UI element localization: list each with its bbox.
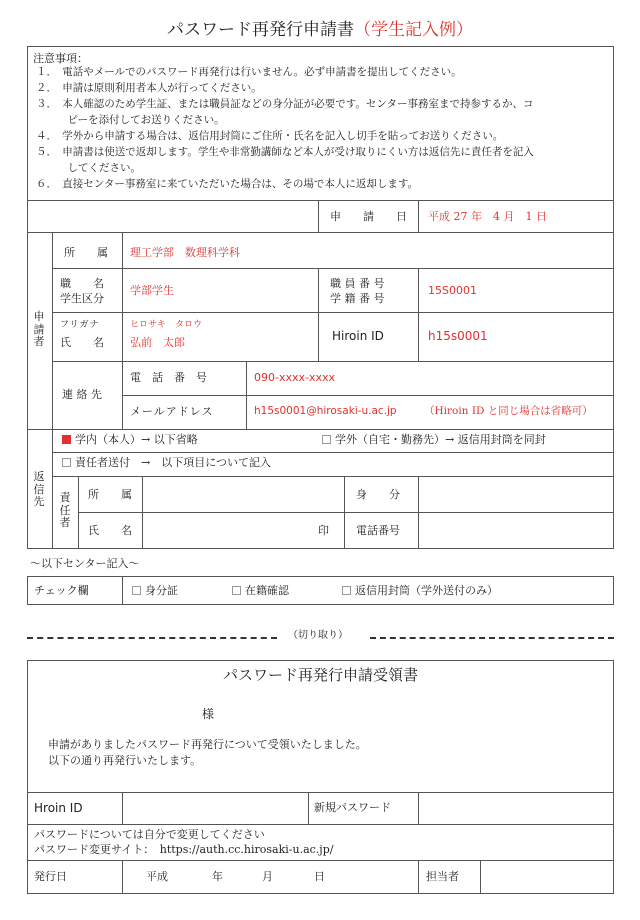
name-label: 氏 名: [60, 336, 104, 349]
check-item-id-label: 身分証: [145, 584, 178, 597]
student-no-label: 学 籍 番 号: [330, 292, 385, 305]
check-label: チェック欄: [34, 584, 89, 597]
return-option-manager[interactable]: [62, 456, 271, 469]
check-item-id[interactable]: [132, 584, 178, 597]
job-label-1: 職 名: [60, 277, 104, 290]
vertical-char: 申: [33, 310, 45, 323]
phone-value[interactable]: 090-xxxx-xxxx: [254, 371, 336, 384]
vertical-char: 者: [59, 516, 71, 530]
note-line: ２． 申請は原則利用者本人が行ってください。: [36, 82, 262, 94]
cut-line-right: [370, 637, 614, 639]
hiroin-id-label: Hiroin ID: [332, 329, 384, 343]
check-item-envelope[interactable]: [342, 584, 498, 597]
manager-section-text: [58, 492, 72, 530]
return-option-external-label: 学外（自宅・勤務先）→ 返信用封筒を同封: [335, 433, 546, 446]
manager-phone-label: 電話番号: [356, 524, 400, 537]
vertical-char: 任: [59, 503, 71, 517]
vertical-char: 先: [33, 495, 45, 509]
checkbox-icon[interactable]: [342, 586, 351, 595]
issue-era: 平成: [146, 870, 168, 883]
contact-label: 連 絡 先: [62, 388, 102, 401]
page-title: [0, 20, 640, 40]
manager-affiliation-label: 所 属: [88, 488, 132, 501]
staff-no-label: 職 員 番 号: [330, 277, 385, 290]
email-note: （Hiroin ID と同じ場合は省略可）: [424, 405, 593, 417]
issue-day: 日: [314, 870, 325, 883]
checkbox-icon[interactable]: [132, 586, 141, 595]
cut-label: （切り取り）: [288, 630, 348, 641]
return-option-internal[interactable]: [62, 433, 198, 446]
furigana-value[interactable]: ヒロサキ タロウ: [130, 320, 203, 330]
check-item-enrollment[interactable]: [232, 584, 289, 597]
center-heading: ～以下センター記入～: [30, 557, 140, 570]
email-value[interactable]: h15s0001@hirosaki-u.ac.jp: [254, 405, 397, 417]
date-value[interactable]: 平成 27 年 4 月 1 日: [428, 210, 547, 223]
hiroin-id-value[interactable]: h15s0001: [428, 329, 488, 343]
checkbox-icon[interactable]: [232, 586, 241, 595]
title-suffix: （学生記入例）: [354, 20, 473, 40]
name-value[interactable]: 弘前 太郎: [130, 336, 185, 349]
receipt-box: [27, 660, 614, 894]
cut-line-left: [27, 637, 277, 639]
affiliation-label: 所 属: [64, 246, 108, 259]
date-label: 申 請 日: [330, 210, 407, 223]
manager-seal: 印: [318, 524, 329, 537]
return-section-text: [32, 471, 46, 509]
job-label-2: 学生区分: [60, 292, 104, 305]
note-line: １． 電話やメールでのパスワード再発行は行いません。必ず申請書を提出してください。: [36, 66, 462, 78]
issue-year: 年: [212, 870, 223, 883]
receipt-note-1: パスワードについては自分で変更してください: [34, 828, 265, 841]
receipt-new-password-label: 新規パスワード: [314, 801, 391, 814]
check-item-envelope-label: 返信用封筒（学外送付のみ）: [355, 584, 498, 597]
return-option-external[interactable]: [322, 433, 546, 446]
manager-position-label: 身 分: [356, 488, 400, 501]
vertical-char: 返: [33, 470, 45, 483]
issue-date-label: 発行日: [34, 870, 67, 883]
receipt-id-label: Hroin ID: [34, 801, 83, 815]
affiliation-value[interactable]: 理工学部 数理科学科: [130, 246, 240, 259]
vertical-char: 請: [33, 322, 45, 336]
receipt-note-2[interactable]: パスワード変更サイト： https://auth.cc.hirosaki-u.ac.jp/: [34, 843, 334, 856]
applicant-section-label: [32, 311, 46, 349]
manager-section-label: [58, 492, 72, 530]
vertical-char: 者: [33, 335, 45, 349]
receipt-message-2: 以下の通り再発行いたします。: [48, 754, 202, 767]
title-main: パスワード再発行申請書: [167, 20, 354, 40]
return-option-internal-label: 学内（本人）→ 以下省略: [75, 433, 198, 446]
receipt-title: パスワード再発行申請受領書: [222, 666, 418, 684]
return-option-manager-label: 責任者送付 → 以下項目について記入: [75, 456, 271, 469]
applicant-section-text: [32, 311, 46, 349]
issue-month: 月: [262, 870, 273, 883]
notes-heading: 注意事項：: [33, 52, 88, 65]
email-label: メールアドレス: [130, 405, 214, 418]
receipt-message-1: 申請がありましたパスワード再発行について受領いたしました。: [48, 738, 367, 751]
note-line: ６． 直接センター事務室に来ていただいた場合は、その場で本人に返却します。: [36, 178, 418, 190]
checkbox-checked-icon[interactable]: [62, 435, 71, 444]
furigana-label: フリガナ: [60, 320, 100, 330]
check-box: [27, 576, 614, 605]
student-no-value[interactable]: 15S0001: [428, 284, 477, 297]
note-line: ４． 学外から申請する場合は、返信用封筒にご住所・氏名を記入し切手を貼ってお送りください。: [36, 130, 504, 142]
manager-name-label: 氏 名: [88, 524, 132, 537]
return-section-label: [32, 471, 46, 509]
receipt-honorific: 様: [202, 707, 215, 721]
note-line: ５． 申請書は使送で返却します。学生や非常勤講師など本人が受け取りにくい方は返信先に責任者を記入: [36, 146, 534, 158]
note-line: してください。: [36, 162, 141, 174]
vertical-char: 責: [59, 491, 71, 504]
phone-label: 電 話 番 号: [130, 371, 207, 384]
note-line: ３． 本人確認のため学生証、または職員証などの身分証が必要です。センター事務室まで持参するか、コ: [36, 98, 534, 110]
applicant-box: [27, 232, 614, 430]
note-line: ピーを添付してお送りください。: [36, 114, 225, 126]
job-value[interactable]: 学部学生: [130, 284, 174, 297]
checkbox-icon[interactable]: [322, 435, 331, 444]
vertical-char: 信: [33, 482, 45, 496]
check-item-enrollment-label: 在籍確認: [245, 584, 289, 597]
staff-label: 担当者: [426, 870, 459, 883]
checkbox-icon[interactable]: [62, 458, 71, 467]
